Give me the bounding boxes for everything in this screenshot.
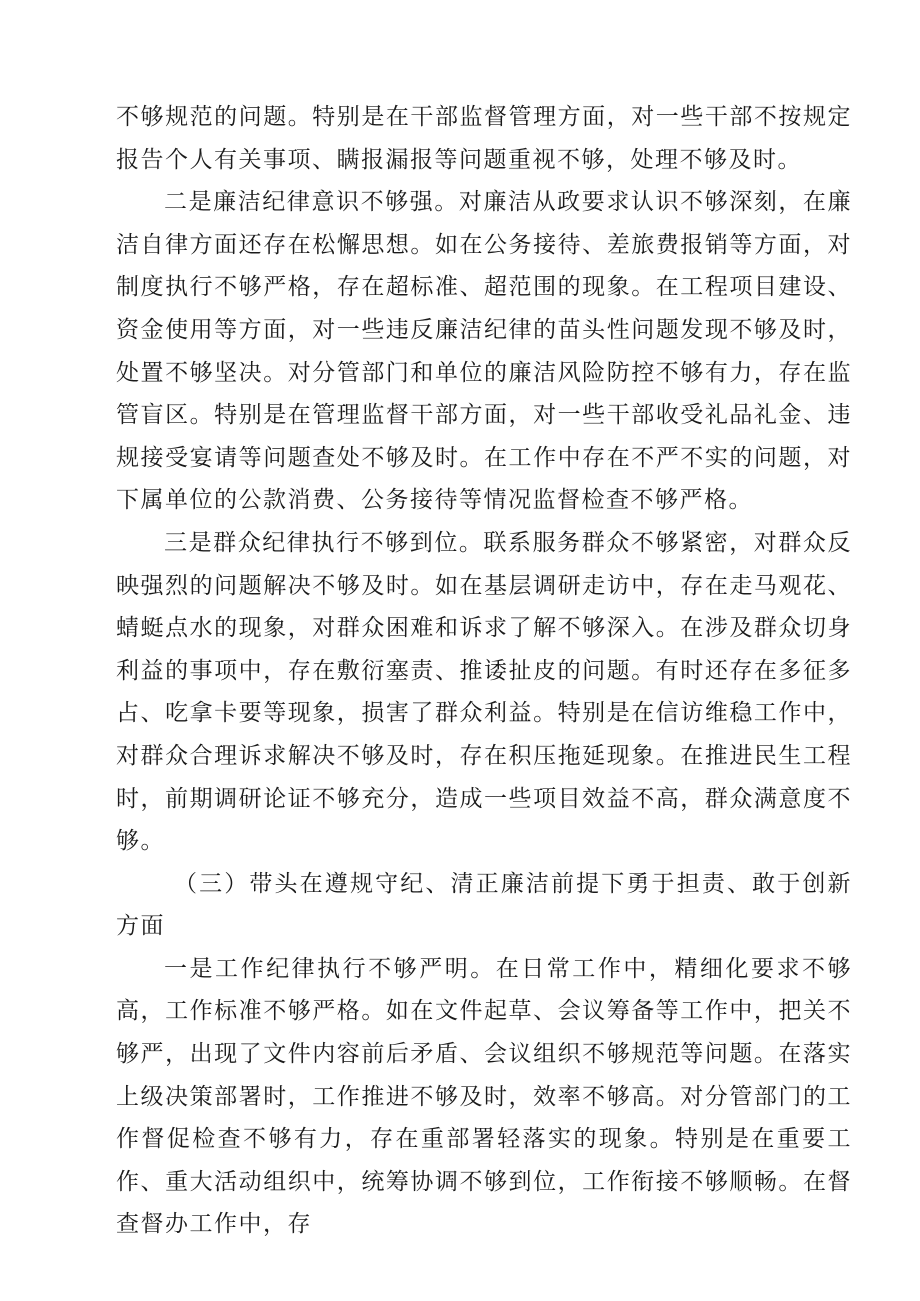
paragraph-work-discipline: 一是工作纪律执行不够严明。在日常工作中，精细化要求不够高，工作标准不够严格。如在文件起草、会议筹备等工作中，把关不够严，出现了文件内容前后矛盾、会议组织不够规范等问题。在落实上级决策部署时，工作推进不够及时，效率不够高。对分管部门的工作督促检查不够有力，存在重部署轻落实的现象。特别是在重要工作、重大活动组织中，统筹协调不够到位，工作衔接不够顺畅。在督查督办工作中，存 — [116, 955, 852, 1238]
paragraph-integrity-discipline: 二是廉洁纪律意识不够强。对廉洁从政要求认识不够深刻，在廉洁自律方面还存在松懈思想。如在公务接待、差旅费报销等方面，对制度执行不够严格，存在超标准、超范围的现象。在工程项目建设、资金使用等方面，对一些违反廉洁纪律的苗头性问题发现不够及时，处置不够坚决。对分管部门和单位的廉洁风险防控不够有力，存在监管盲区。特别是在管理监督干部方面，对一些干部收受礼品礼金、违规接受宴请等问题查处不够及时。在工作中存在不严不实的问题，对下属单位的公款消费、公务接待等情况监督检查不够严格。 — [116, 189, 852, 514]
paragraph-mass-discipline: 三是群众纪律执行不够到位。联系服务群众不够紧密，对群众反映强烈的问题解决不够及时。如在基层调研走访中，存在走马观花、蜻蜓点水的现象，对群众困难和诉求了解不够深入。在涉及群众切身利益的事项中，存在敷衍塞责、推诿扯皮的问题。有时还存在多征多占、吃拿卡要等现象，损害了群众利益。特别是在信访维稳工作中，对群众合理诉求解决不够及时，存在积压拖延现象。在推进民生工程时，前期调研论证不够充分，造成一些项目效益不高，群众满意度不够。 — [116, 529, 852, 855]
section-heading: （三）带头在遵规守纪、清正廉洁前提下勇于担责、敢于创新方面 — [116, 870, 852, 940]
document-body — [116, 96, 852, 1246]
paragraph-continued: 不够规范的问题。特别是在干部监督管理方面，对一些干部不按规定报告个人有关事项、瞒报漏报等问题重视不够，处理不够及时。 — [116, 104, 852, 173]
